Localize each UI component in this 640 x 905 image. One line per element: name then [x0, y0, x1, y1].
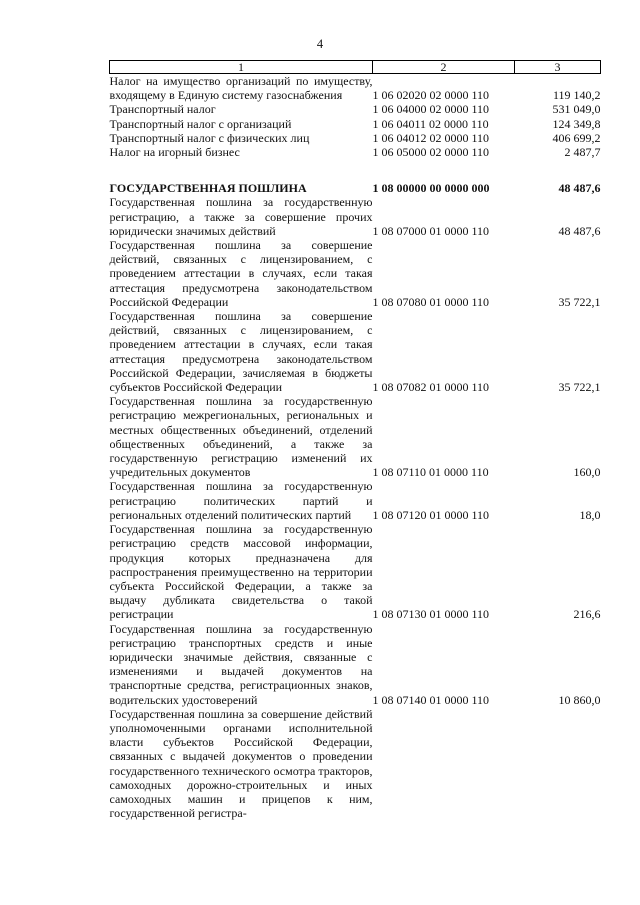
- row-code: 1 08 07080 01 0000 110: [372, 294, 490, 309]
- row-code: 1 08 07120 01 0000 110: [372, 507, 490, 522]
- row-value: 124 349,8: [552, 116, 601, 131]
- row-value: 160,0: [573, 465, 601, 480]
- row-value: 119 140,2: [552, 88, 601, 103]
- table-row: [110, 74, 601, 103]
- row-code: 1 08 07140 01 0000 110: [372, 692, 490, 707]
- column-header-3: 3: [515, 61, 601, 74]
- row-value: 406 699,2: [552, 130, 601, 145]
- section-value: 48 487,6: [558, 181, 601, 196]
- table-row: [110, 238, 601, 309]
- row-code: 1 06 04012 02 0000 110: [372, 130, 490, 145]
- table-row: [110, 309, 601, 394]
- row-value: [515, 707, 601, 821]
- table-row: [110, 394, 601, 479]
- page-number: 4: [316, 37, 324, 51]
- table-header-row: [110, 61, 601, 74]
- row-code: 1 06 04011 02 0000 110: [372, 116, 489, 131]
- row-value: 531 049,0: [552, 102, 601, 117]
- row-name: Государственная пошлина за совершение действий, связанных с лицензированием, с проведением аттестации в случаях, если такая аттестация предусмотрена законодательством Российской Федерации: [109, 238, 373, 309]
- table-row: [110, 707, 601, 821]
- row-code: 1 08 07130 01 0000 110: [372, 607, 490, 622]
- row-code: 1 08 07110 01 0000 110: [372, 465, 489, 480]
- table-row: [110, 622, 601, 707]
- row-value: 35 722,1: [558, 294, 601, 309]
- row-name: Государственная пошлина за государственную регистрацию, а также за совершение прочих юридически значимых действий: [109, 195, 373, 238]
- row-code: 1 06 04000 02 0000 110: [372, 102, 490, 117]
- section-name: ГОСУДАРСТВЕННАЯ ПОШЛИНА: [109, 181, 307, 196]
- table-row: [110, 102, 601, 116]
- table-row: [110, 117, 601, 131]
- row-code: 1 06 02020 02 0000 110: [372, 88, 490, 103]
- row-value: 48 487,6: [558, 223, 601, 238]
- row-name: Государственная пошлина за государственную регистрацию транспортных средств и иные юридически значимые действия, связанные с изменениями и выдачей документов на транспортные средства, регистрационных знаков, водительских удостоверений: [109, 621, 373, 707]
- row-name: Государственная пошлина за совершение действий, связанных с лицензированием, с проведением аттестации в случаях, если такая аттестация предусмотрена законодательством Российской Федерации, зачисляемая в бюджеты субъектов Российской Федерации: [109, 309, 373, 395]
- table-section-row: [110, 181, 601, 195]
- row-name: Налог на игорный бизнес: [109, 145, 240, 160]
- column-header-1: 1: [110, 61, 373, 74]
- row-code: 1 08 07082 01 0000 110: [372, 380, 490, 395]
- table-row: [110, 522, 601, 621]
- row-name: Государственная пошлина за совершение действий уполномоченными органами исполнительной власти субъектов Российской Федерации, связанных с выдачей документов о проведении государственного технического осмотра тракторов, самоходных дорожно-строительных и иных самоходных машин и прицепов к ним, государственной регистра-: [109, 706, 373, 821]
- row-name: Государственная пошлина за государственную регистрацию межрегиональных, региональных и местных общественных объединений, отделений общественных объединений, а также за государственную регистрацию изменений их учредительных документов: [109, 394, 373, 480]
- table-row: [110, 479, 601, 522]
- section-code: 1 08 00000 00 0000 000: [372, 181, 490, 196]
- row-code: [373, 707, 515, 821]
- row-name: Налог на имущество организаций по имуществу, входящему в Единую систему газоснабжения: [109, 74, 373, 103]
- table-spacer: [110, 159, 601, 181]
- row-name: Транспортный налог с организаций: [109, 116, 292, 131]
- row-name: Государственная пошлина за государственную регистрацию политических партий и региональных отделений политических партий: [109, 479, 373, 522]
- row-value: 10 860,0: [558, 692, 601, 707]
- table-row: [110, 145, 601, 159]
- table-row: [110, 195, 601, 238]
- row-code: 1 08 07000 01 0000 110: [372, 223, 490, 238]
- row-value: 2 487,7: [564, 145, 601, 160]
- row-code: 1 06 05000 02 0000 110: [372, 145, 490, 160]
- table-row: [110, 131, 601, 145]
- row-value: 216,6: [573, 607, 601, 622]
- column-header-2: 2: [373, 61, 515, 74]
- revenue-table: [109, 60, 601, 820]
- row-value: 18,0: [579, 507, 601, 522]
- row-value: 35 722,1: [558, 380, 601, 395]
- row-name: Транспортный налог: [109, 102, 216, 117]
- row-name: Транспортный налог с физических лиц: [109, 130, 310, 145]
- row-name: Государственная пошлина за государственную регистрацию средств массовой информации, продукция которых предназначена для распространения преимущественно на территории субъекта Российской Федерации, а также за выдачу дубликата свидетельства о такой регистрации: [109, 522, 373, 622]
